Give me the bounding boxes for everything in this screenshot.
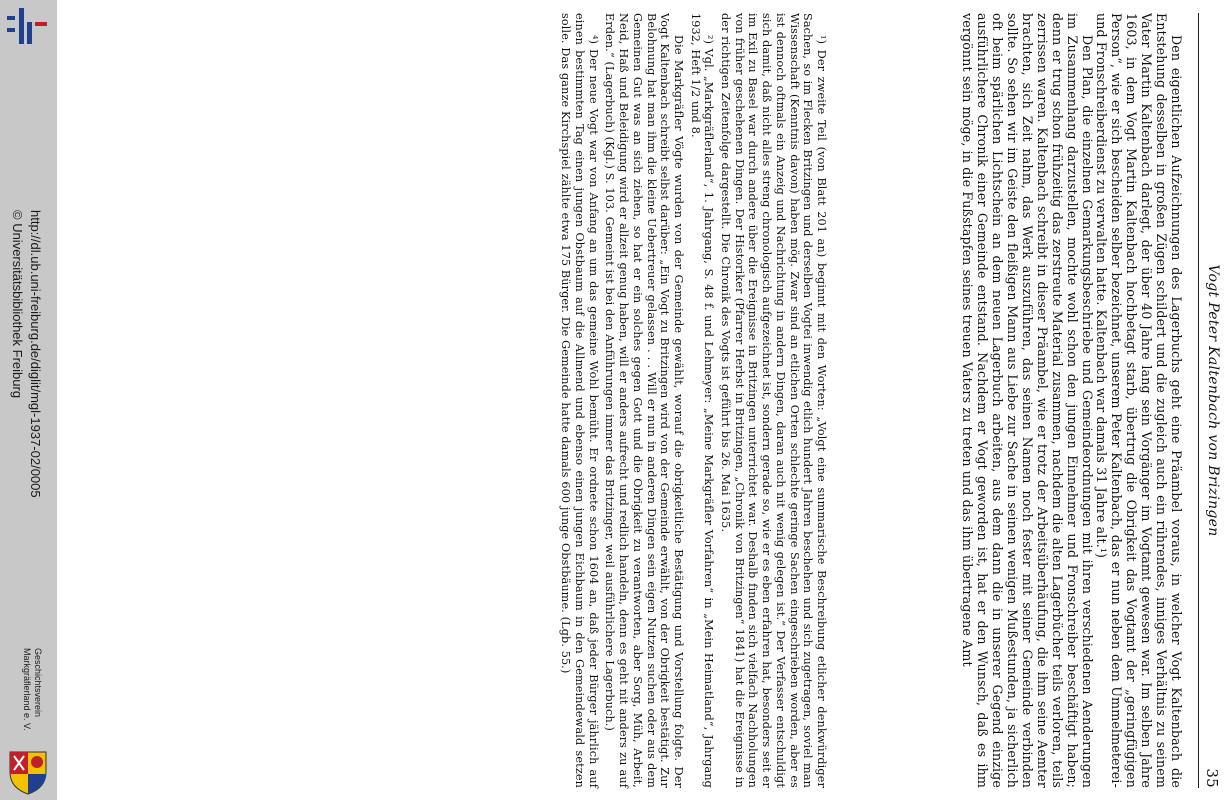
header-rule xyxy=(1198,13,1199,788)
running-head-title: Vogt Peter Kaltenbach von Brizingen xyxy=(1205,264,1221,537)
page-content xyxy=(190,13,1223,788)
footnote: ¹) Der zweite Teil (von Blatt 201 an) beginnt mit den Worten: „Volgt eine summarische Beschreibung etlicher denkwürdiger Sachen, so im Flecken Britzingen und derselben Vogtei inwendig etlich hundert Jahren beschehen und sich zugetragen, soviel man Wissenschaft (Kenntnis davon) haben mög. Zwar sind an etlichen Orten schlechte geringe Sachen eingeschrieben worden, aber es ist dennoch oftmals ein Anzeig und Nachrichtung in andern Dingen, daran auch nit wenig gelegen ist.“ Der Verfasser entschuldigt sich damit, daß nicht alles streng chronologisch aufgezeichnet ist, sondern gerade so, wie er es eben erfahren hat, besonders seit er im Exil zu Basel war durch andere über die Ereignisse in Britzingen unterrichtet war. Deshalb finden sich vielfach Nachholungen von früher geschehenen Dingen. Der Historiker (Pfarrer Herbst in Britzingen, „Chronik von Britzingen“ 1841) hat die Ereignisse in der richtigen Zeitenfolge dargestellt. Die Chronik des Vogts ist geführt bis 26. Mai 1635. xyxy=(719,13,828,788)
publisher-name-line2: Markgräflerland e. V. xyxy=(22,648,32,731)
ub-freiburg-logo-icon xyxy=(5,6,49,46)
footnotes xyxy=(556,13,828,788)
main-text xyxy=(959,13,1183,788)
publisher-name: Geschichtsverein xyxy=(33,648,43,718)
running-head xyxy=(1195,13,1223,788)
source-url[interactable]: http://dl.ub.uni-freiburg.de/diglit/mgl-1937-02/0005 xyxy=(28,210,43,498)
paragraph: Den Plan, die einzelnen Gemarkungsbeschriebe und Gemeindeordnungen mit ihren verschiedenen Aenderungen im Zusammenhang darzustellen, mochte wohl schon den jungen Einnehmer und Fronschreiber beschäftigt haben; denn er trug schon frühzeitig das zerstreute Material zusammen, nachdem die alten Lagerbücher teils verloren, teils zerrissen waren. Kaltenbach schreibt in dieser Präambel, wie er trotz der Arbeitsüberhäufung, die ihm seine Aemter brachten, sich Zeit nahm, das Werk auszuführen, das seinen Namen noch fester mit seiner Gemeinde verbinden sollte. So sehen wir im Geiste den fleißigen Mann aus Liebe zur Sache in seinen wenigen Mußestunden, ja sicherlich oft beim spärlichen Lichtschein an dem neuen Lagerbuch arbeiten, aus dem dann die in unserer Gegend einzige ausführlichere Chronik einer Gemeinde entstand. Nachdem er Vogt geworden ist, hat er den Wunsch, daß es ihm vergönnt sein möge, in die Fußstapfen seines treuen Vaters zu treten und das ihm übertragene Amt xyxy=(960,13,1095,788)
viewer-sidebar xyxy=(0,0,57,800)
page-number: 35 xyxy=(1203,768,1221,788)
footnote: ²) Vgl. „Markgräflerland“, 1. Jahrgang, S. 48 f. und Lehmeyer: „Meine Markgräfler Vorfahren“ in „Mein Heimatland“, Jahrgang 1932, Heft 1/2 und 8. xyxy=(688,13,716,788)
footnote: Die Markgräfler Vögte wurden von der Gemeinde gewählt, worauf die obrigkeitliche Bestätigung und Vorstellung folgte. Der Vogt Kaltenbach schreibt selbst darüber: „Ein Vogt zu Britzingen wird von der Gemeinde erwählt, von der Obrigkeit bestätigt. Zur Belohnung hat man ihm die kleine Uebertreuer gelassen . . . Will er nun in anderen Dingen sein eigen Nutzen suchen oder aus dem Gemeinen Gut was an sich ziehen, so hat er ein solches gegen Gott und die Obrigkeit zu verantworten, aber Sorg, Müh, Arbeit, Neid, Haß und Beleidigung wird er allzeit genug haben, will er anders aufrecht und redlich handeln, denn es geht nit anders zu auf Erden.“ (Lagerbuch) (Kgl.) S. 103. Gemeint ist bei den Anführungen immer das Britzinger, weil ausführlichere Lagerbuch.) xyxy=(603,13,685,788)
scanned-page xyxy=(190,13,1223,800)
footnote: ⁴) Der neue Vogt war von Anfang an um das gemeine Wohl bemüht. Er ordnete schon 1604 an, daß jeder Bürger jährlich auf einen bestimmten Tag einen jungen Obstbaum auf die Allmend und ebenso einen jungen Eichbaum in den Gemeindewald setzen solle. Das ganze Kirchspiel zählte etwa 175 Bürger. Die Gemeinde hatte damals 600 junge Obstbäume. (Lgb. 55.) xyxy=(559,13,600,788)
copyright-notice: © Universitätsbibliothek Freiburg xyxy=(10,210,25,399)
paragraph: Den eigentlichen Aufzeichnungen des Lagerbuchs geht eine Präambel voraus, in welcher Vogt Kaltenbach die Entstehung desselben in großen Zügen schildert und die zugleich auch ein rührendes, inniges Verhältnis zu seinem Vater Martin Kaltenbach darlegt, der über 40 Jahre lang sein Vorgänger im Vogtamt gewesen war. Im selben Jahre 1603, in dem Vogt Martin Kaltenbach hochbetagt starb, übertrug die Obrigkeit das Vogtamt der „geringfügigen Person“, wie er sich bescheiden selber bezeichnet, unserem Peter Kaltenbach, das er nun neben dem Ummelmeterei- und Fronschreiberdienst zu verwalten hatte. Kaltenbach war damals 31 Jahre alt.¹) xyxy=(1094,13,1184,788)
coat-of-arms-icon xyxy=(6,748,50,796)
